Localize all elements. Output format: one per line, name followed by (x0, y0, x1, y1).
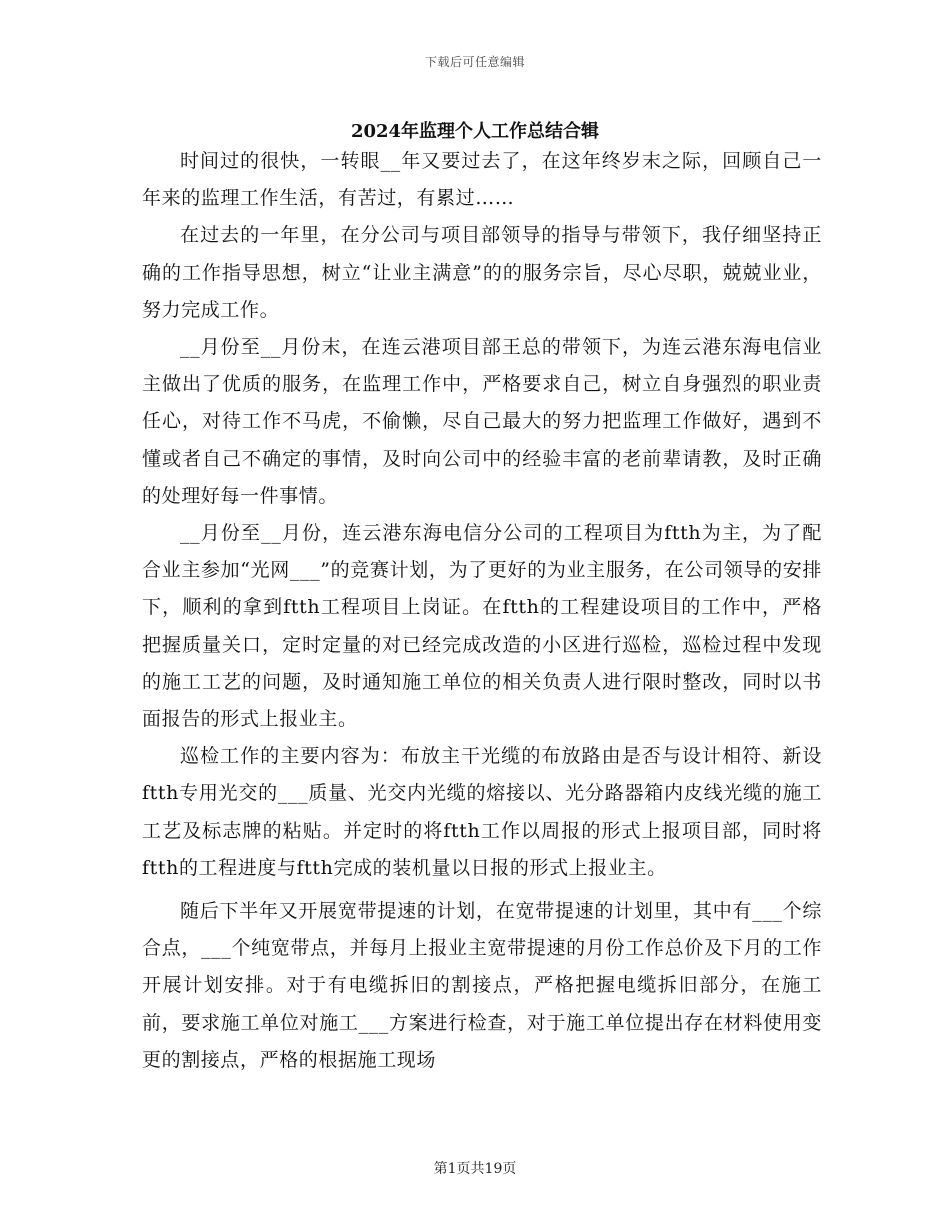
document-title: 2024年监理个人工作总结合辑 (350, 121, 600, 142)
paragraph-6: 随后下半年又开展宽带提速的计划，在宽带提速的计划里，其中有___个综合点，___个纯宽带点，并每月上报业主宽带提速的月份工作总价及下月的工作开展计划安排。对于有电缆拆旧的割接点，严格把握电缆拆旧部分，在施工前，要求施工单位对施工___方案进行检查，对于施工单位提出存在材料使用变更的割接点，严格的根据施工现场 (142, 900, 822, 1071)
paragraph-4: __月份至__月份，连云港东海电信分公司的工程项目为ftth为主，为了配合业主参加“光网___”的竞赛计划，为了更好的为业主服务，在公司领导的安排下，顺利的拿到ftth工程项目上岗证。在ftth的工程建设项目的工作中，严格把握质量关口，定时定量的对已经完成改造的小区进行巡检，巡检过程中发现的施工工艺的问题，及时通知施工单位的相关负责人进行限时整改，同时以书面报告的形式上报业主。 (142, 522, 822, 731)
page-number: 第1页共19页 (433, 1161, 517, 1177)
document-body (142, 143, 822, 1079)
paragraph-3: __月份至__月份末，在连云港项目部王总的带领下，为连云港东海电信业主做出了优质的服务，在监理工作中，严格要求自己，树立自身强烈的职业责任心，对待工作不马虎，不偷懒，尽自己最大的努力把监理工作做好，遇到不懂或者自己不确定的事情，及时向公司中的经验丰富的老前辈请教，及时正确的处理好每一件事情。 (142, 336, 822, 507)
paragraph-5: 巡检工作的主要内容为：布放主干光缆的布放路由是否与设计相符、新设ftth专用光交的___质量、光交内光缆的熔接以、光分路器箱内皮线光缆的施工工艺及标志牌的粘贴。并定时的将ftth工作以周报的形式上报项目部，同时将ftth的工程进度与ftth完成的装机量以日报的形式上报业主。 (142, 745, 822, 879)
paragraph-2: 在过去的一年里，在分公司与项目部领导的指导与带领下，我仔细坚持正确的工作指导思想，树立“让业主满意”的的服务宗旨，尽心尽职，兢兢业业，努力完成工作。 (142, 224, 822, 321)
header-note: 下载后可任意编辑 (424, 55, 525, 69)
paragraph-1: 时间过的很快，一转眼__年又要过去了，在这年终岁末之际，回顾自己一年来的监理工作生活，有苦过，有累过…… (142, 150, 822, 210)
